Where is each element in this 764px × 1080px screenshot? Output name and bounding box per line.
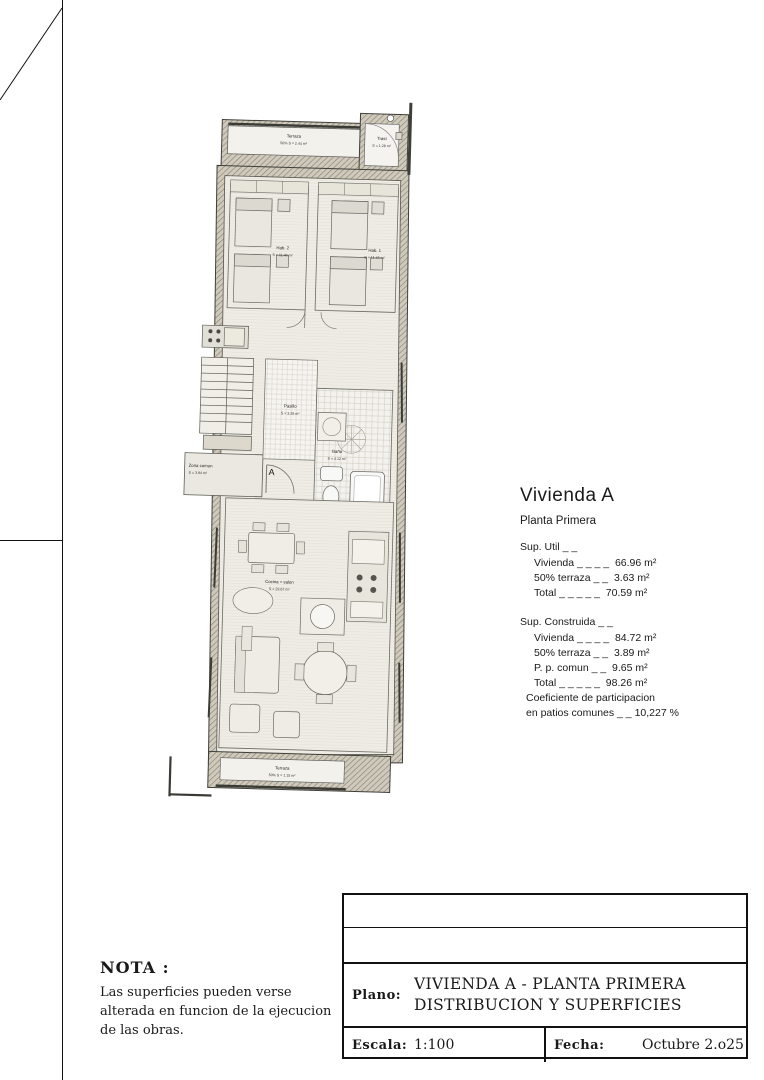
- coeficiente-line: Coeficiente de participacion: [526, 692, 655, 704]
- sup-util-group: [520, 540, 750, 601]
- label-entrance-a: A: [268, 466, 275, 478]
- sup-construida-row: Total _ _ _ _ _ 98.26 m²: [534, 677, 648, 689]
- nota-body: Las superficies pueden verse alterada en funcion de la ejecucion de las obras.: [100, 985, 332, 1038]
- title-block-row-empty-1: [344, 895, 746, 928]
- label-trastero-area: S = 1.28 m²: [372, 143, 392, 149]
- fecha-label: Fecha:: [554, 1037, 605, 1053]
- fecha-value: Octubre 2.o25: [642, 1037, 744, 1053]
- label-pasillo: Pasillo: [283, 403, 297, 409]
- sup-util-heading: Sup. Util _ _: [520, 541, 578, 553]
- label-hab2: Hab. 2: [276, 245, 290, 251]
- sup-util-row: Total _ _ _ _ _ 70.59 m²: [534, 587, 648, 599]
- label-hab2-area: S = 11.48 m²: [272, 252, 293, 258]
- escala-value: 1:100: [414, 1037, 455, 1053]
- sup-construida-group: [520, 615, 750, 721]
- plano-value-line1: VIVIENDA A - PLANTA PRIMERA: [414, 975, 686, 993]
- label-hab1-area: S = 11.48 m²: [364, 255, 385, 261]
- sup-construida-heading: Sup. Construida _ _: [520, 616, 613, 628]
- label-zona-comun-area: S = 3.94 m²: [188, 470, 208, 476]
- plano-label: Plano:: [352, 987, 402, 1003]
- page-title: Vivienda A: [520, 485, 615, 506]
- coeficiente-line: en patios comunes _ _ 10,227 %: [526, 707, 679, 719]
- surface-specifications: [520, 485, 750, 735]
- title-block: [342, 893, 748, 1059]
- escala-label: Escala:: [352, 1037, 408, 1053]
- label-terraza-bottom-area: 50% S = 1.15 m²: [268, 773, 296, 778]
- label-pasillo-area: S = 3.26 m²: [280, 411, 300, 416]
- sheet-border-mid-tick: [0, 540, 62, 541]
- label-cocina-salon: Cocina + salon: [265, 578, 294, 585]
- label-hab1: Hab. 1: [368, 247, 382, 254]
- label-terraza-top: Terraza: [286, 133, 302, 139]
- label-zona-comun: Zona comun: [188, 462, 213, 469]
- sup-construida-row: P. p. comun _ _ 9.65 m²: [534, 662, 648, 674]
- title-block-plano-row: [344, 964, 746, 1028]
- title-block-row-empty-2: [344, 928, 746, 964]
- label-bano-area: S = 4.12 m²: [327, 456, 347, 462]
- sheet-corner-fold: [0, 0, 70, 100]
- nota-title: NOTA :: [100, 958, 170, 977]
- sup-util-row: Vivienda _ _ _ _ 66.96 m²: [534, 557, 657, 569]
- plano-value-line2: DISTRIBUCION Y SUPERFICIES: [414, 996, 682, 1014]
- sheet-border-left: [62, 0, 63, 1080]
- sup-util-row: 50% terraza _ _ 3.63 m²: [534, 572, 650, 584]
- sup-construida-row: 50% terraza _ _ 3.89 m²: [534, 647, 650, 659]
- label-cocina-salon-area: S = 29.67 m²: [268, 587, 290, 592]
- plano-value: [414, 974, 686, 1016]
- label-terraza-top-area: 50% S = 2.44 m²: [280, 141, 308, 146]
- label-terraza-bottom: Terraza: [275, 765, 290, 771]
- title-block-escala-fecha-row: [344, 1028, 746, 1062]
- floor-plan: [150, 60, 480, 790]
- sup-construida-row: Vivienda _ _ _ _ 84.72 m²: [534, 632, 657, 644]
- label-trastero: Trast: [377, 135, 387, 142]
- page-subtitle: Planta Primera: [520, 515, 597, 527]
- nota-block: [100, 958, 335, 1040]
- label-bano: Baño: [332, 448, 343, 455]
